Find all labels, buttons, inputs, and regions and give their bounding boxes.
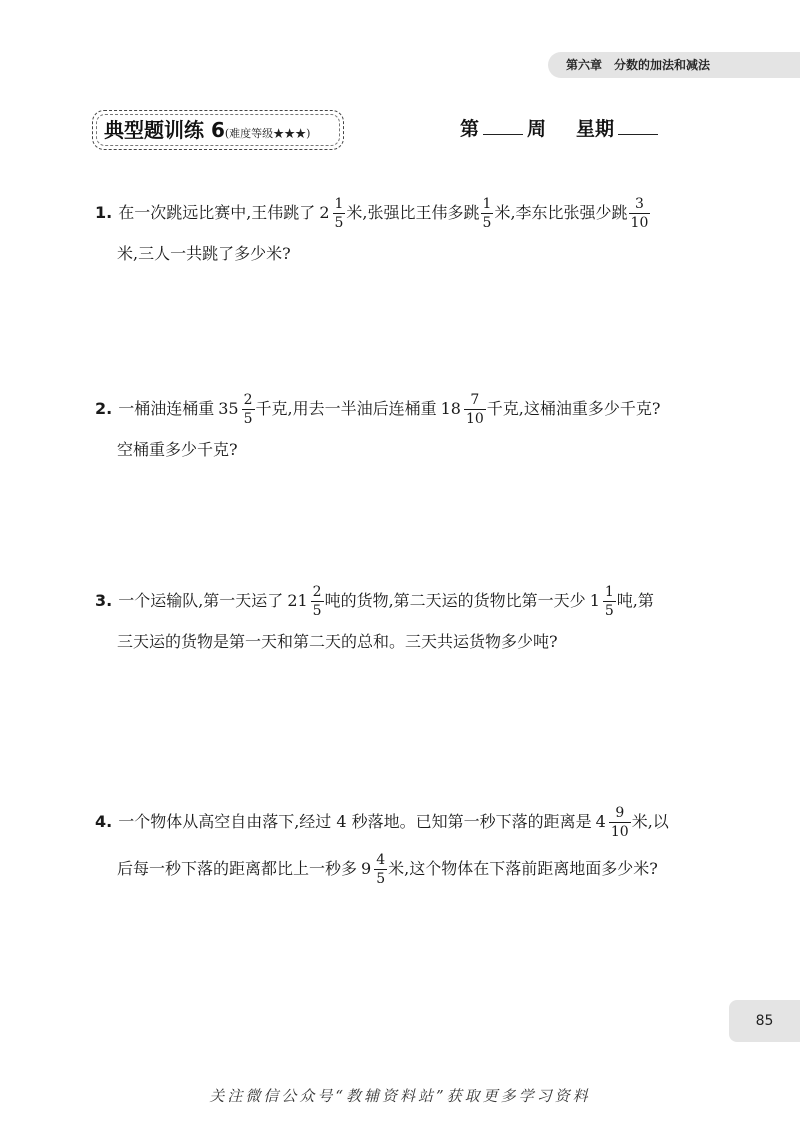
question-number: 2. (95, 399, 113, 418)
question-text: 一个运输队,第一天运了 (118, 591, 284, 610)
fraction-whole: 35 (218, 399, 239, 418)
numerator: 1 (604, 584, 614, 600)
numerator: 2 (243, 392, 253, 408)
denominator: 5 (604, 603, 614, 619)
numerator: 9 (615, 805, 625, 821)
fraction (609, 806, 631, 839)
fraction (374, 853, 387, 886)
fraction-whole: 9 (361, 859, 372, 878)
denominator: 10 (465, 411, 484, 427)
section-title (104, 113, 310, 147)
question-4 (95, 806, 725, 886)
difficulty-label: (难度等级★★★) (224, 127, 311, 140)
numerator: 2 (312, 584, 322, 600)
question-text: 一桶油连桶重 (118, 399, 215, 418)
question-text: 米,这个物体在下落前距离地面多少米? (388, 859, 658, 878)
question-text: 吨,第 (616, 591, 654, 610)
question-text: 米,以 (631, 812, 669, 831)
question-text: 后每一秒下落的距离都比上一秒多 (117, 859, 358, 878)
fraction (629, 197, 651, 230)
chapter-header (566, 52, 710, 78)
chapter-title: 分数的加法和减法 (614, 58, 711, 72)
question-text: 在一次跳远比赛中,王伟跳了 (118, 203, 316, 222)
denominator: 5 (376, 871, 386, 887)
question-text: 千克,这桶油重多少千克? (486, 399, 661, 418)
fraction-whole: 21 (287, 591, 308, 610)
question-1 (95, 197, 725, 262)
question-text: 吨的货物,第二天运的货物比第一天少 (324, 591, 586, 610)
fraction (242, 393, 255, 426)
question-text: 千克,用去一半油后连桶重 (255, 399, 437, 418)
weekday-blank[interactable] (618, 133, 658, 135)
fraction (311, 585, 324, 618)
section-title-main: 典型题训练 6 (104, 118, 225, 142)
week-blank[interactable] (483, 133, 523, 135)
question-number: 1. (95, 203, 113, 222)
weekday-label: 星期 (576, 118, 615, 140)
denominator: 10 (630, 215, 649, 231)
numerator: 4 (376, 852, 386, 868)
denominator: 5 (243, 411, 253, 427)
week-day-line (460, 114, 658, 144)
chapter-number: 第六章 (566, 58, 603, 72)
question-3 (95, 585, 725, 650)
numerator: 7 (470, 392, 480, 408)
denominator: 5 (334, 215, 344, 231)
fraction (603, 585, 616, 618)
week-label-di: 第 (460, 118, 480, 140)
question-text-line2: 空桶重多少千克? (117, 440, 238, 459)
denominator: 5 (312, 603, 322, 619)
question-number: 4. (95, 812, 113, 831)
numerator: 1 (334, 196, 344, 212)
week-label-zhou: 周 (527, 118, 547, 140)
numerator: 3 (634, 196, 644, 212)
fraction-whole: 18 (440, 399, 461, 418)
question-text: 米,李东比张强少跳 (494, 203, 628, 222)
fraction (333, 197, 346, 230)
denominator: 10 (610, 824, 629, 840)
footer-note: 关注微信公众号“教辅资料站”获取更多学习资料 (209, 1087, 591, 1105)
page-number: 85 (755, 1013, 774, 1029)
fraction-whole: 2 (319, 203, 330, 222)
question-2 (95, 393, 725, 458)
denominator: 5 (482, 215, 492, 231)
fraction-whole: 1 (589, 591, 600, 610)
question-text-line2: 三天运的货物是第一天和第二天的总和。三天共运货物多少吨? (117, 632, 558, 651)
fraction-whole: 4 (595, 812, 606, 831)
question-number: 3. (95, 591, 113, 610)
question-text-line2: 米,三人一共跳了多少米? (117, 244, 291, 263)
fraction (481, 197, 494, 230)
question-text: 米,张强比王伟多跳 (346, 203, 480, 222)
question-text: 一个物体从高空自由落下,经过 4 秒落地。已知第一秒下落的距离是 (118, 812, 592, 831)
numerator: 1 (482, 196, 492, 212)
fraction (464, 393, 486, 426)
